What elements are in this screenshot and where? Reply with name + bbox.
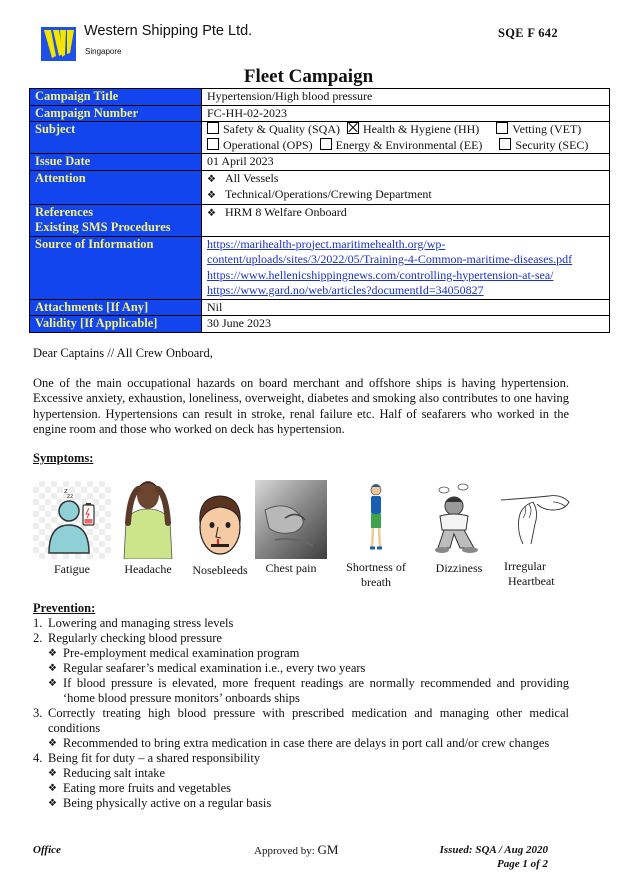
source-link-marihealth[interactable]: https://marihealth-project.maritimehealth.org/wp-	[207, 236, 446, 251]
prevention-item: 4. Being fit for duty – a shared responsibility	[33, 751, 261, 765]
value-source	[202, 236, 610, 299]
value-validity: 30 June 2023	[202, 316, 610, 333]
shortness-of-breath-icon	[364, 481, 388, 557]
prevention-subitem: ❖ Pre-employment medical examination program	[48, 646, 300, 660]
value-attachments: Nil	[202, 299, 610, 316]
symptom-fatigue: z zz Fatigue	[33, 481, 111, 577]
value-subject	[202, 122, 610, 154]
symptom-shortness-of-breath: Shortness of breath	[338, 481, 414, 590]
prevention-list	[33, 616, 569, 811]
row-issue-date	[30, 154, 610, 171]
prevention-item: 3. Correctly treating high blood pressure with prescribed medication and managing other medical conditions	[33, 706, 569, 735]
symptom-headache: Headache	[116, 475, 180, 577]
checkbox-hh-checked[interactable]	[347, 122, 359, 134]
row-references	[30, 204, 610, 236]
subject-option-ee[interactable]: Energy & Environmental (EE)	[320, 138, 483, 152]
svg-text:zz: zz	[67, 493, 74, 500]
fatigue-icon	[33, 481, 111, 559]
row-subject	[30, 122, 610, 154]
subject-option-sqa[interactable]: Safety & Quality (SQA)	[207, 122, 340, 136]
bullet-icon: ❖	[48, 648, 57, 659]
symptom-irregular-heartbeat: Irregular Heartbeat	[494, 488, 576, 589]
symptoms-gallery	[0, 478, 617, 593]
symptom-nosebleeds: Nosebleeds	[187, 491, 253, 578]
label-issue-date: Issue Date	[30, 154, 202, 171]
bullet-icon: ❖	[48, 798, 57, 809]
row-validity	[30, 316, 610, 333]
label-validity: Validity [If Applicable]	[30, 316, 202, 333]
row-attachments	[30, 299, 610, 316]
symptoms-heading: Symptoms:	[33, 451, 94, 465]
value-campaign-number: FC-HH-02-2023	[202, 105, 610, 122]
page-title: Fleet Campaign	[243, 66, 374, 87]
row-campaign-title	[30, 89, 610, 106]
campaign-info-table	[29, 88, 610, 333]
checkbox-ops[interactable]	[207, 138, 219, 150]
bullet-icon: ❖	[48, 678, 57, 689]
source-link-marihealth-cont[interactable]: content/uploads/sites/3/2022/05/Training-4-Common-maritime-diseases.pdf	[207, 252, 573, 266]
prevention-subitem: ❖ Eating more fruits and vegetables	[48, 781, 231, 795]
company-location: Singapore	[85, 47, 122, 56]
symptom-dizziness: Dizziness	[427, 482, 491, 576]
nosebleed-icon	[194, 491, 246, 559]
prevention-subitem: ❖ Recommended to bring extra medication in case there are delays in port call and/or crew changes	[48, 736, 550, 750]
value-references: ❖ HRM 8 Welfare Onboard	[202, 204, 610, 236]
value-campaign-title: Hypertension/High blood pressure	[202, 89, 610, 106]
subject-option-vet[interactable]: Vetting (VET)	[496, 122, 581, 136]
subject-option-ops[interactable]: Operational (OPS)	[207, 138, 313, 152]
footer-issued: Issued: SQA / Aug 2020 Page 1 of 2	[380, 843, 548, 871]
footer-office: Office	[33, 844, 61, 856]
prevention-subitem: ❖ Reducing salt intake	[48, 766, 166, 780]
subject-option-sec[interactable]: Security (SEC)	[499, 138, 588, 152]
company-name: Western Shipping Pte Ltd.	[84, 23, 253, 39]
value-attention: ❖ All Vessels ❖ Technical/Operations/Crewing Department	[202, 170, 610, 204]
checkbox-ee[interactable]	[320, 138, 332, 150]
bullet-icon: ❖	[48, 738, 57, 749]
salutation: Dear Captains // All Crew Onboard,	[33, 346, 213, 360]
company-logo-icon	[41, 27, 76, 61]
intro-paragraph: One of the main occupational hazards on board merchant and offshore ships is having hypertension. Excessive anxiety, exhaustion, loneliness, overweight, diabetes and smoking also contributes to one having hypertension. Hypertensions can result in stroke, renal failure etc. Half of seafarers who worked in the engine room and those who worked on deck has hypertension.	[33, 376, 569, 436]
headache-icon	[118, 475, 178, 559]
prevention-subitem: ❖ If blood pressure is elevated, more frequent readings are normally recommended and providing ‘home blood pressure monitors’ onboards ships	[48, 676, 569, 705]
subject-option-hh[interactable]: Health & Hygiene (HH)	[347, 122, 479, 136]
row-attention	[30, 170, 610, 204]
prevention-item: 2. Regularly checking blood pressure	[33, 631, 222, 645]
bullet-icon: ❖	[207, 207, 216, 219]
checkbox-vet[interactable]	[496, 122, 508, 134]
prevention-item: 1. Lowering and managing stress levels	[33, 616, 234, 630]
chest-pain-icon	[255, 480, 327, 559]
label-subject: Subject	[30, 122, 202, 154]
checkbox-sqa[interactable]	[207, 122, 219, 134]
prevention-subitem: ❖ Regular seafarer’s medical examination i.e., every two years	[48, 661, 366, 675]
prevention-subitem: ❖ Being physically active on a regular basis	[48, 796, 272, 810]
label-campaign-title: Campaign Title	[30, 89, 202, 106]
source-link-gard[interactable]: https://www.gard.no/web/articles?documentId=34050827	[207, 283, 484, 297]
label-attachments: Attachments [If Any]	[30, 299, 202, 316]
label-campaign-number: Campaign Number	[30, 105, 202, 122]
bullet-icon: ❖	[207, 190, 216, 201]
document-number: SQE F 642	[498, 26, 558, 40]
prevention-heading: Prevention:	[33, 601, 96, 615]
value-issue-date: 01 April 2023	[202, 154, 610, 171]
svg-text:z: z	[64, 487, 68, 495]
label-references: References Existing SMS Procedures	[30, 204, 202, 236]
dizziness-icon	[428, 482, 490, 558]
label-attention: Attention	[30, 170, 202, 204]
bullet-icon: ❖	[48, 783, 57, 794]
page-number: Page 1 of 2	[496, 858, 548, 870]
source-link-hellenic[interactable]: https://www.hellenicshippingnews.com/controlling-hypertension-at-sea/	[207, 267, 554, 282]
bullet-icon: ❖	[48, 663, 57, 674]
checkbox-sec[interactable]	[499, 138, 511, 150]
pulse-check-icon	[499, 488, 571, 556]
row-campaign-number	[30, 105, 610, 122]
bullet-icon: ❖	[48, 768, 57, 779]
bullet-icon: ❖	[207, 173, 216, 185]
row-source	[30, 236, 610, 299]
footer-approved: Approved by: GM	[254, 842, 339, 857]
label-source: Source of Information	[30, 236, 202, 299]
symptom-chest-pain: Chest pain	[255, 480, 327, 576]
